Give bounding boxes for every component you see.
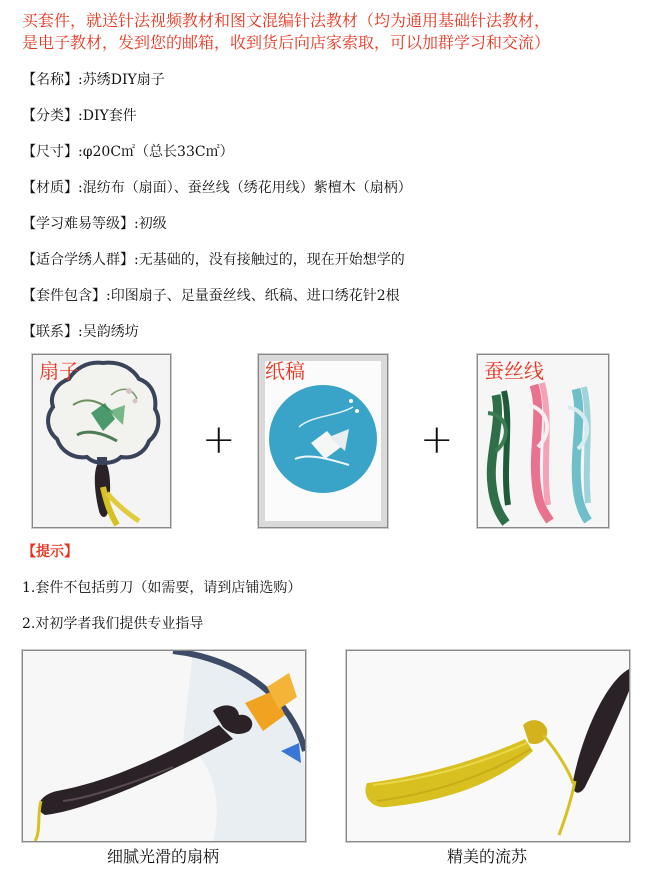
plus-sign-1: + (202, 417, 236, 463)
notice-item-2: 2.对初学者我们提供专业指导 (22, 616, 204, 632)
spec-value: :DIY套件 (78, 108, 137, 124)
paper-label: 纸稿 (265, 359, 305, 383)
spec-name (22, 70, 165, 90)
spec-value: :初级 (134, 216, 167, 232)
spec-value: :苏绣DIY扇子 (78, 72, 165, 88)
plus-sign-2: + (420, 417, 454, 463)
tassel-illustration (347, 651, 629, 841)
spec-key: 【联系】 (22, 324, 78, 340)
spec-key: 【名称】 (22, 72, 78, 88)
spec-contents (22, 286, 400, 306)
handle-photo (22, 650, 306, 842)
fan-photo (32, 354, 171, 528)
spec-size (22, 142, 234, 162)
thread-photo (477, 354, 609, 528)
spec-value: :吴韵绣坊 (78, 324, 139, 340)
spec-category (22, 106, 137, 126)
thread-label: 蚕丝线 (484, 359, 544, 383)
promo-line-1: 买套件，就送针法视频教材和图文混编针法教材（均为通用基础针法教材， (22, 11, 551, 30)
spec-key: 【套件包含】 (22, 288, 106, 304)
promo-header (22, 10, 632, 54)
fan-label: 扇子 (39, 359, 79, 383)
handle-caption: 细腻光滑的扇柄 (106, 847, 219, 866)
spec-difficulty (22, 214, 167, 234)
tassel-photo (346, 650, 630, 842)
notice-title: 【提示】 (22, 544, 78, 560)
spec-material (22, 178, 412, 198)
spec-audience (22, 250, 405, 270)
spec-key: 【尺寸】 (22, 144, 78, 160)
paper-photo (258, 354, 388, 528)
handle-illustration (23, 651, 305, 841)
tassel-caption: 精美的流苏 (446, 847, 527, 866)
spec-value: :无基础的，没有接触过的，现在开始想学的 (134, 252, 405, 268)
promo-line-2: 是电子教材，发到您的邮箱，收到货后向店家索取，可以加群学习和交流） (22, 33, 551, 52)
spec-value: :印图扇子、足量蚕丝线、纸稿、进口绣花针2根 (106, 288, 400, 304)
spec-value: :混纺布（扇面）、蚕丝线（绣花用线）紫檀木（扇柄） (78, 180, 412, 196)
spec-key: 【材质】 (22, 180, 78, 196)
spec-contact (22, 322, 139, 342)
spec-key: 【适合学绣人群】 (22, 252, 134, 268)
notice-item-1: 1.套件不包括剪刀（如需要，请到店铺选购） (22, 580, 302, 596)
spec-value: :φ20C㎡（总长33C㎡） (78, 144, 234, 160)
spec-key: 【分类】 (22, 108, 78, 124)
spec-key: 【学习难易等级】 (22, 216, 134, 232)
